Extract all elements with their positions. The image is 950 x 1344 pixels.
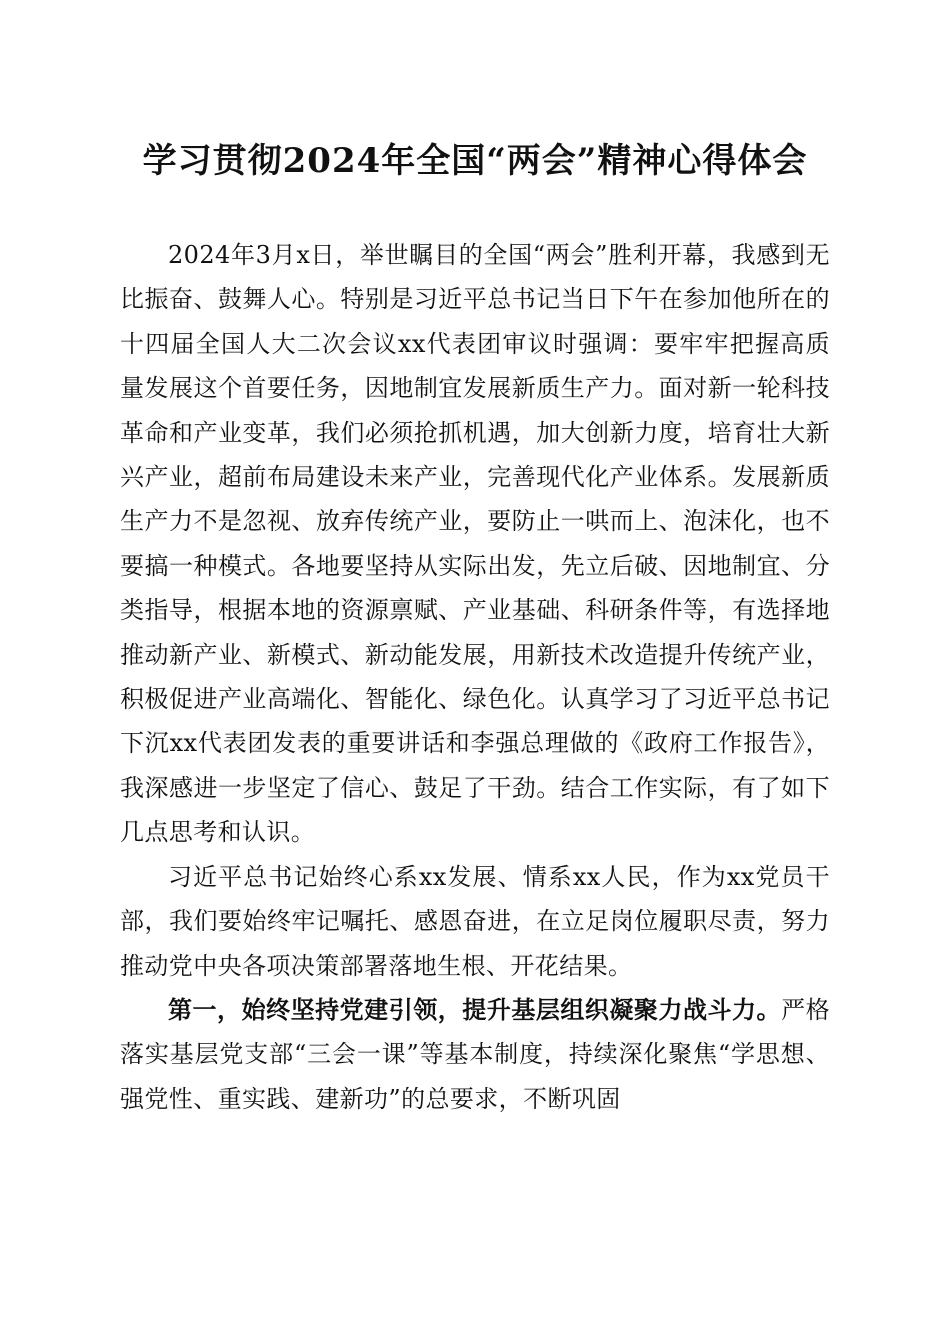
point-one-text: 严格落实基层党支部“三会一课”等基本制度，持续深化聚焦“学思想、强党性、重实践、建新功”的总要求，不断巩固 <box>120 995 831 1113</box>
point-one-heading: 第一，始终坚持党建引领，提升基层组织凝聚力战斗力。 <box>168 994 782 1024</box>
paragraph-commitment: 习近平总书记始终心系xx发展、情系xx人民，作为xx党员干部，我们要始终牢记嘱托、感恩奋进，在立足岗位履职尽责，努力推动党中央各项决策部署落地生根、开花结果。 <box>120 862 830 980</box>
document-title: 学习贯彻2024年全国“两会”精神心得体会 <box>142 141 808 181</box>
paragraph-point-one <box>120 988 830 1121</box>
paragraph-intro: 2024年3月x日，举世瞩目的全国“两会”胜利开幕，我感到无比振奋、鼓舞人心。特别是习近平总书记当日下午在参加他所在的十四届全国人大二次会议xx代表团审议时强调：要牢牢把握高质量发展这个首要任务，因地制宜发展新质生产力。面对新一轮科技革命和产业变革，我们必须抢抓机遇，加大创新力度，培育壮大新兴产业，超前布局建设未来产业，完善现代化产业体系。发展新质生产力不是忽视、放弃传统产业，要防止一哄而上、泡沫化，也不要搞一种模式。各地要坚持从实际出发，先立后破、因地制宜、分类指导，根据本地的资源禀赋、产业基础、科研条件等，有选择地推动新产业、新模式、新动能发展，用新技术改造提升传统产业，积极促进产业高端化、智能化、绿色化。认真学习了习近平总书记下沉xx代表团发表的重要讲话和李强总理做的《政府工作报告》，我深感进一步坚定了信心、鼓足了干劲。结合工作实际，有了如下几点思考和认识。 <box>120 241 830 847</box>
document-body <box>120 233 830 1121</box>
